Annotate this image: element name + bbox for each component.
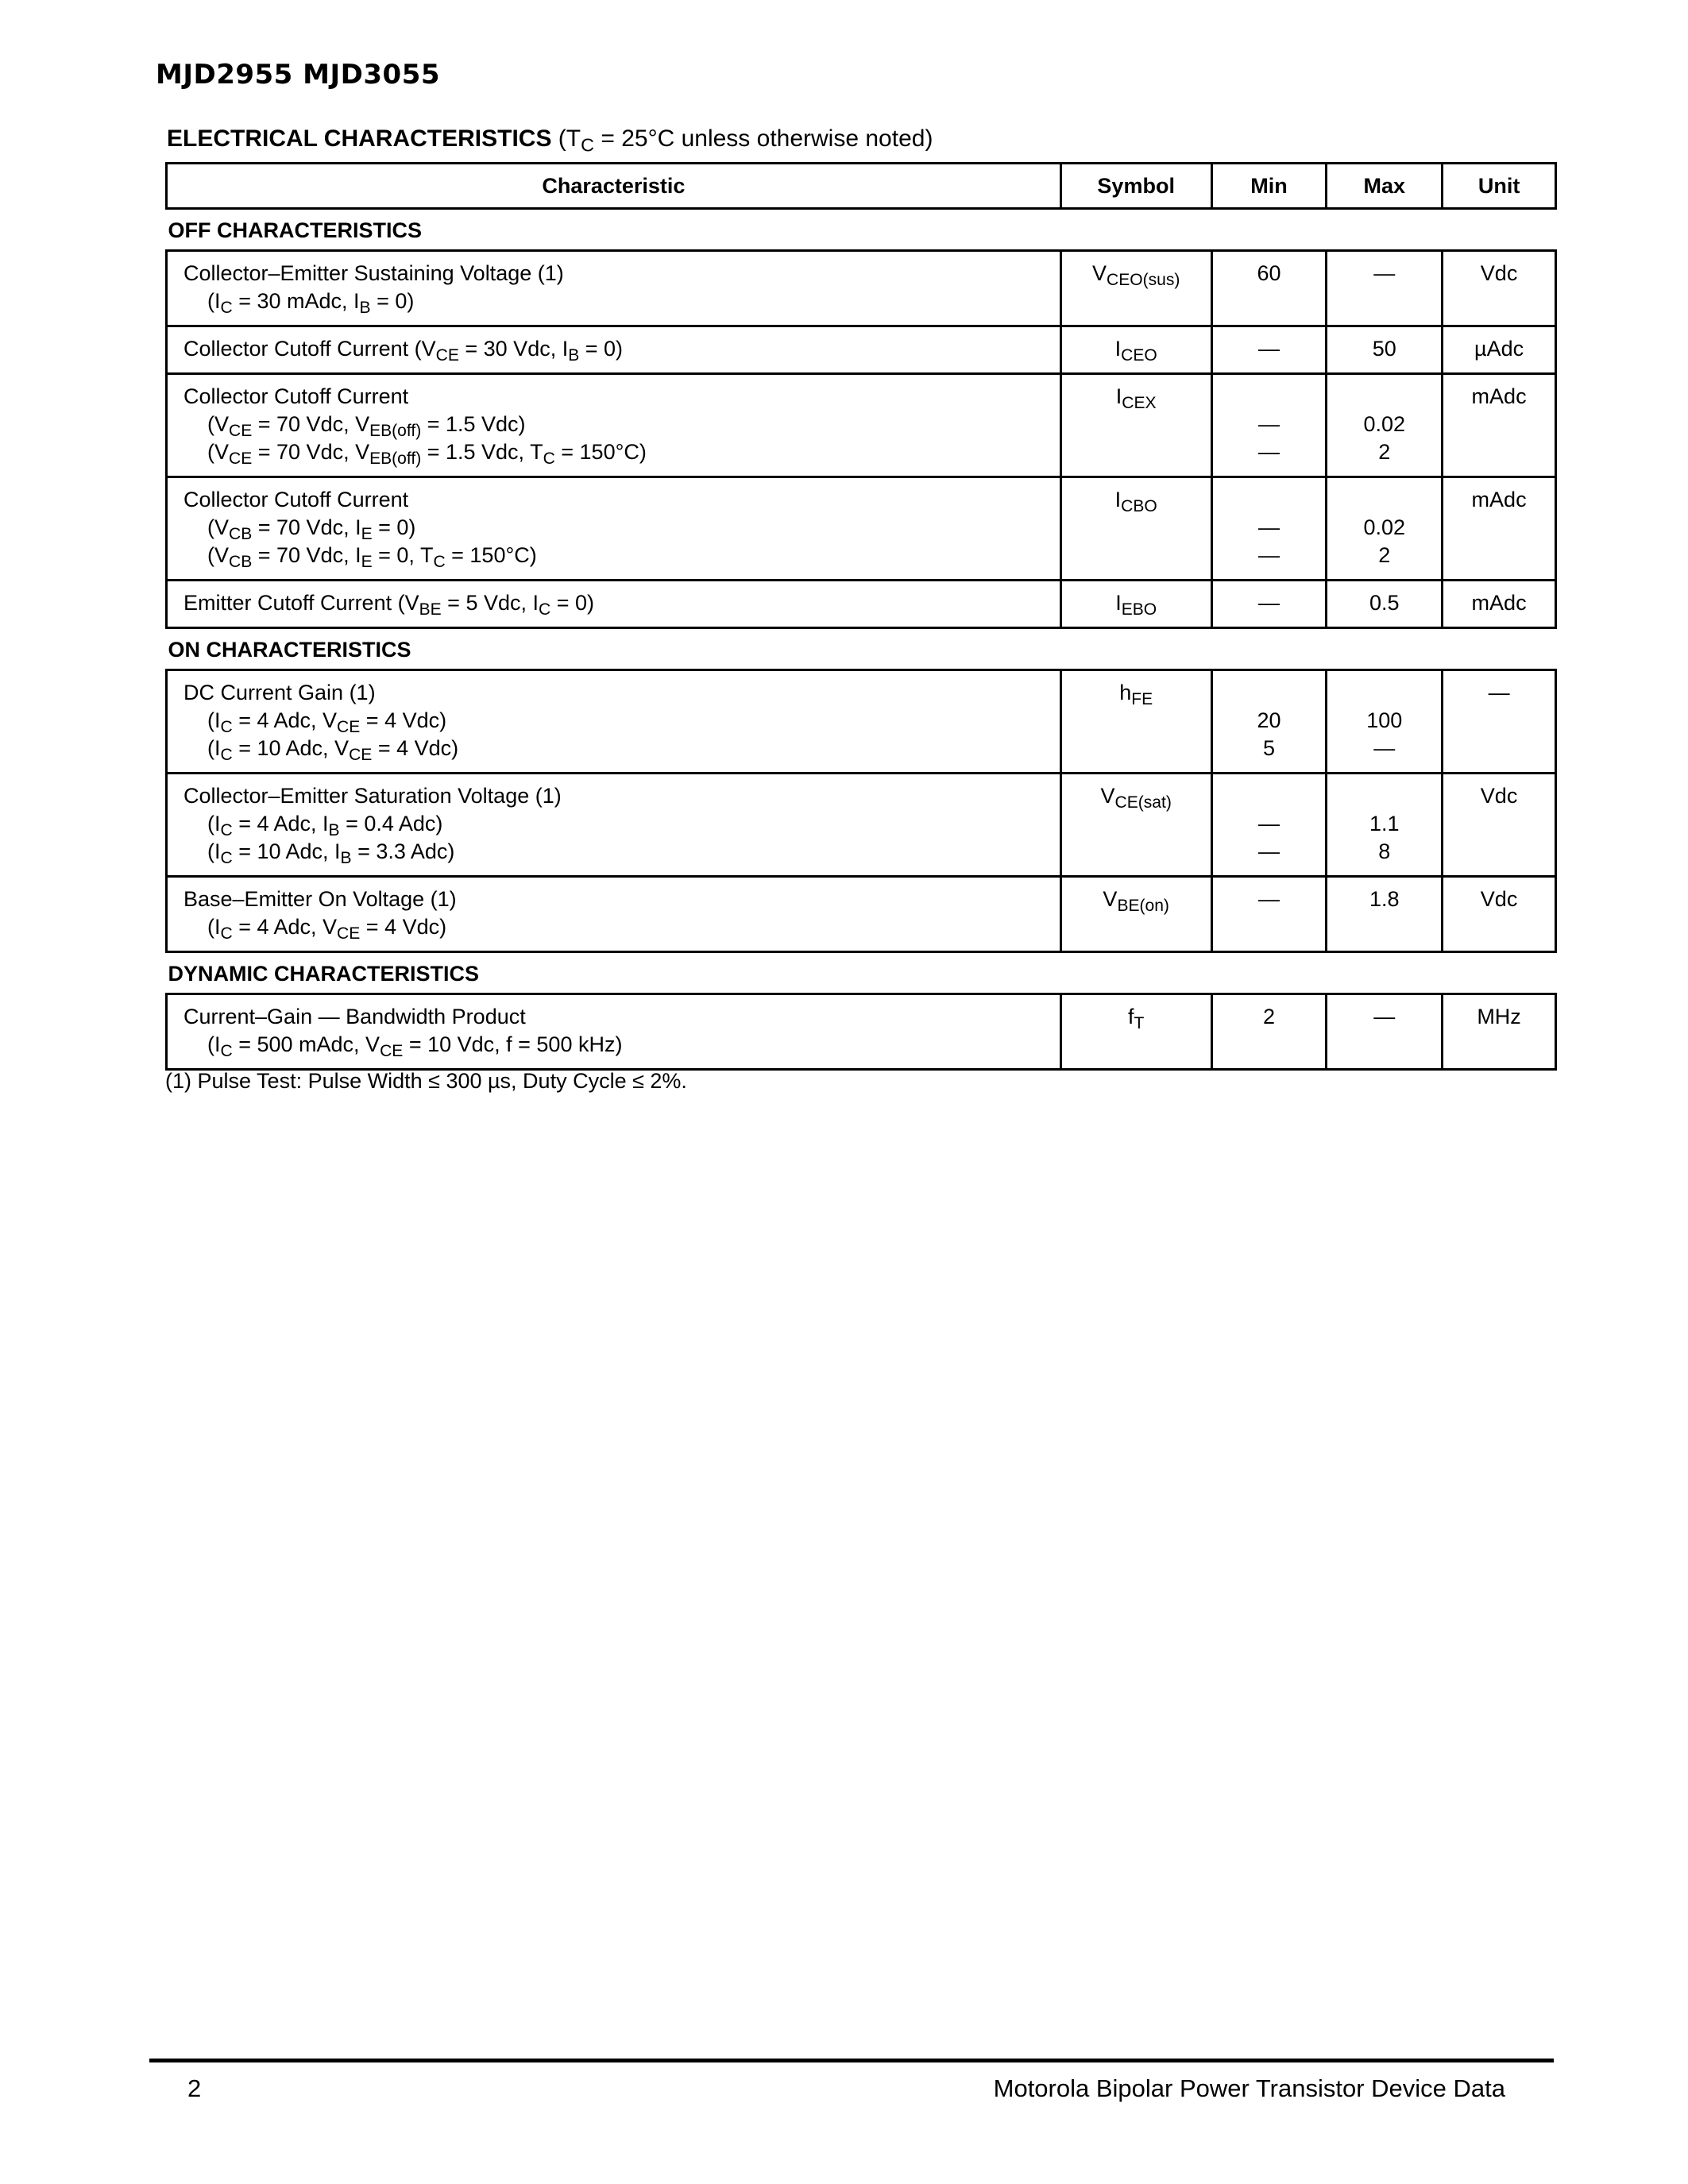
symbol-cell: $f_T$ — [1060, 994, 1211, 1070]
electrical-characteristics-table — [165, 162, 1557, 1071]
unit-cell: mAdc — [1443, 581, 1556, 628]
max-cell: — — [1327, 251, 1443, 326]
min-cell: — — — [1211, 374, 1327, 477]
table-row — [167, 477, 1556, 581]
test-condition: ($V_{CB} = 70$ Vdc, $I_E = 0$) — [207, 515, 416, 543]
characteristic-name: Current–Gain — Bandwidth Product — [183, 1005, 526, 1028]
characteristic-name: Collector–Emitter Saturation Voltage (1) — [183, 784, 562, 808]
table-row — [167, 774, 1556, 877]
characteristic-cell — [167, 477, 1061, 581]
table-row — [167, 251, 1556, 326]
header-min: Min — [1211, 164, 1327, 209]
page-number: 2 — [187, 2074, 202, 2102]
header-unit: Unit — [1443, 164, 1556, 209]
max-cell: 100 — — [1327, 670, 1443, 774]
symbol-cell: $I_{EBO}$ — [1060, 581, 1211, 628]
characteristic-cell — [167, 877, 1061, 952]
symbol-cell: $I_{CBO}$ — [1060, 477, 1211, 581]
characteristic-name: Base–Emitter On Voltage (1) — [183, 887, 457, 911]
characteristic-cell: Collector Cutoff Current ($V_{CE} = 30$ Vdc, $I_B = 0$) — [167, 326, 1061, 374]
characteristic-name: Collector–Emitter Sustaining Voltage (1) — [183, 261, 564, 285]
characteristic-cell — [167, 774, 1061, 877]
min-cell: — — — [1211, 477, 1327, 581]
unit-cell: Vdc — [1443, 877, 1556, 952]
group-label: ON CHARACTERISTICS — [168, 637, 411, 662]
min-cell: 60 — [1211, 251, 1327, 326]
table-header-row — [167, 164, 1556, 209]
max-cell: — — [1327, 994, 1443, 1070]
table-row — [167, 581, 1556, 628]
characteristic-cell — [167, 994, 1061, 1070]
max-cell: 0.02 2 — [1327, 477, 1443, 581]
min-cell: 20 5 — [1211, 670, 1327, 774]
unit-cell: MHz — [1443, 994, 1556, 1070]
symbol-cell: $I_{CEO}$ — [1060, 326, 1211, 374]
unit-cell: µAdc — [1443, 326, 1556, 374]
characteristic-cell — [167, 670, 1061, 774]
table-row — [167, 670, 1556, 774]
symbol-cell: $h_{FE}$ — [1060, 670, 1211, 774]
header-characteristic: Characteristic — [167, 164, 1061, 209]
min-cell: 2 — [1211, 994, 1327, 1070]
characteristic-name: Collector Cutoff Current — [183, 488, 409, 511]
table-row — [167, 374, 1556, 477]
publication-footer: Motorola Bipolar Power Transistor Device Data — [993, 2074, 1505, 2102]
header-max: Max — [1327, 164, 1443, 209]
test-condition: ($I_C = 4$ Adc, $V_{CE} = 4$ Vdc) — [207, 708, 447, 736]
unit-cell: mAdc — [1443, 374, 1556, 477]
test-condition: ($I_C = 10$ Adc, $V_{CE} = 4$ Vdc) — [207, 736, 459, 764]
symbol-cell: $I_{CEX}$ — [1060, 374, 1211, 477]
unit-cell: Vdc — [1443, 251, 1556, 326]
group-label: DYNAMIC CHARACTERISTICS — [168, 961, 479, 986]
table-row — [167, 994, 1556, 1070]
test-condition: ($I_C = 4$ Adc, $I_B = 0.4$ Adc) — [207, 812, 443, 839]
symbol-cell: $V_{CE(sat)}$ — [1060, 774, 1211, 877]
characteristic-cell — [167, 251, 1061, 326]
footer-rule — [149, 2059, 1554, 2062]
max-cell: 0.5 — [1327, 581, 1443, 628]
table-row — [167, 877, 1556, 952]
max-cell: 0.02 2 — [1327, 374, 1443, 477]
characteristic-name: Collector Cutoff Current — [183, 384, 409, 408]
min-cell: — — — [1211, 774, 1327, 877]
min-cell: — — [1211, 877, 1327, 952]
unit-cell: — — [1443, 670, 1556, 774]
group-row — [167, 628, 1556, 670]
test-condition: ($V_{CB} = 70$ Vdc, $I_E = 0$, $T_C = 150^\circ C$) — [207, 543, 537, 571]
characteristic-cell: Emitter Cutoff Current ($V_{BE} = 5$ Vdc, $I_C = 0$) — [167, 581, 1061, 628]
group-row — [167, 952, 1556, 994]
footnote: (1) Pulse Test: Pulse Width ≤ 300 µs, Duty Cycle ≤ 2%. — [165, 1069, 687, 1093]
test-condition: ($V_{CE} = 70$ Vdc, $V_{EB(off)} = 1.5$ Vdc, $T_C = 150^\circ C$) — [207, 440, 647, 468]
test-condition: ($I_C = 500$ mAdc, $V_{CE} = 10$ Vdc, f = 500 kHz) — [207, 1032, 623, 1060]
test-condition: ($V_{CE} = 70$ Vdc, $V_{EB(off)} = 1.5$ Vdc) — [207, 412, 526, 440]
min-cell: — — [1211, 581, 1327, 628]
test-condition: ($I_C = 4$ Adc, $V_{CE} = 4$ Vdc) — [207, 915, 447, 943]
section-title-note: ($T_C = 25^\circ C$ unless otherwise noted) — [558, 125, 933, 156]
section-title — [167, 125, 933, 156]
table-row — [167, 326, 1556, 374]
max-cell: 50 — [1327, 326, 1443, 374]
unit-cell: mAdc — [1443, 477, 1556, 581]
characteristic-name: DC Current Gain (1) — [183, 681, 376, 704]
unit-cell: Vdc — [1443, 774, 1556, 877]
max-cell: 1.8 — [1327, 877, 1443, 952]
part-number-header: MJD2955 MJD3055 — [156, 59, 441, 91]
section-title-bold: ELECTRICAL CHARACTERISTICS — [167, 125, 552, 152]
symbol-cell: $V_{CEO(sus)}$ — [1060, 251, 1211, 326]
symbol-cell: $V_{BE(on)}$ — [1060, 877, 1211, 952]
min-cell: — — [1211, 326, 1327, 374]
group-row — [167, 209, 1556, 251]
header-symbol: Symbol — [1060, 164, 1211, 209]
max-cell: 1.1 8 — [1327, 774, 1443, 877]
group-label: OFF CHARACTERISTICS — [168, 218, 422, 242]
test-condition: ($I_C = 30$ mAdc, $I_B = 0$) — [207, 289, 415, 317]
test-condition: ($I_C = 10$ Adc, $I_B = 3.3$ Adc) — [207, 839, 455, 867]
characteristic-cell — [167, 374, 1061, 477]
